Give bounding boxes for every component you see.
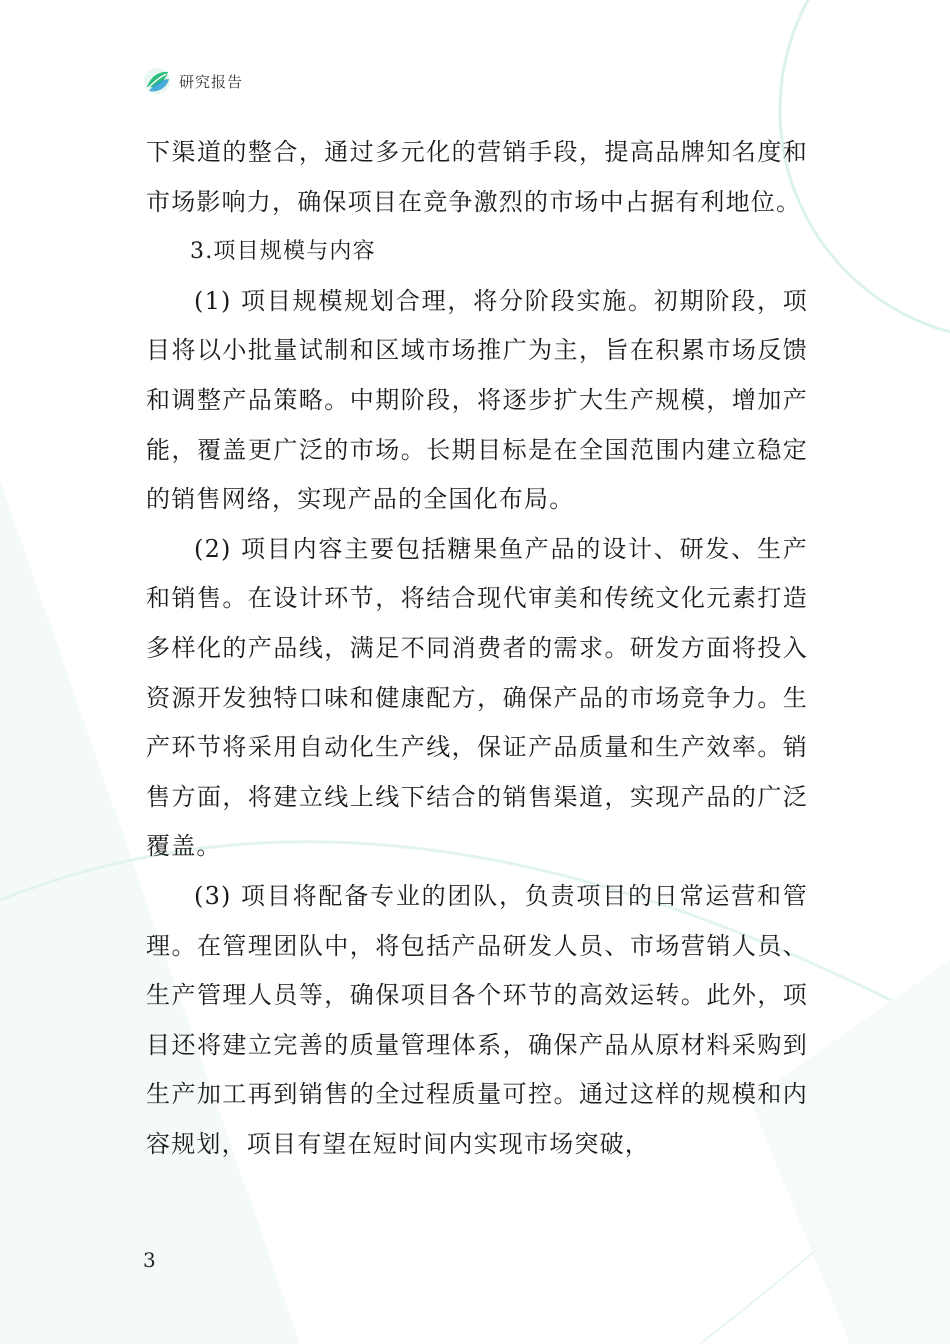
- paragraph-continuation: 下渠道的整合，通过多元化的营销手段，提高品牌知名度和市场影响力，确保项目在竞争激烈的市场中占据有利地位。: [146, 138, 808, 216]
- header-title: 研究报告: [179, 72, 244, 91]
- paragraph-content: (2) 项目内容主要包括糖果鱼产品的设计、研发、生产和销售。在设计环节，将结合现代审美和传统文化元素打造多样化的产品线，满足不同消费者的需求。研发方面将投入资源开发独特口味和健康配方，确保产品的市场竞争力。生产环节将采用自动化生产线，保证产品质量和生产效率。销售方面，将建立线上线下结合的销售渠道，实现产品的广泛覆盖。: [146, 534, 808, 861]
- document-header: [143, 66, 243, 96]
- page-number: 3: [143, 1248, 156, 1272]
- leaf-logo-icon: [143, 67, 171, 95]
- section-heading: 3.项目规模与内容: [190, 239, 376, 265]
- paragraph-team: (3) 项目将配备专业的团队，负责项目的日常运营和管理。在管理团队中，将包括产品研发人员、市场营销人员、生产管理人员等，确保项目各个环节的高效运转。此外，项目还将建立完善的质量管理体系，确保产品从原材料采购到生产加工再到销售的全过程质量可控。通过这样的规模和内容规划，项目有望在短时间内实现市场突破，: [146, 881, 808, 1158]
- document-body: [146, 128, 808, 1169]
- paragraph-scale: (1) 项目规模规划合理，将分阶段实施。初期阶段，项目将以小批量试制和区域市场推广为主，旨在积累市场反馈和调整产品策略。中期阶段，将逐步扩大生产规模，增加产能，覆盖更广泛的市场。长期目标是在全国范围内建立稳定的销售网络，实现产品的全国化布局。: [146, 286, 808, 514]
